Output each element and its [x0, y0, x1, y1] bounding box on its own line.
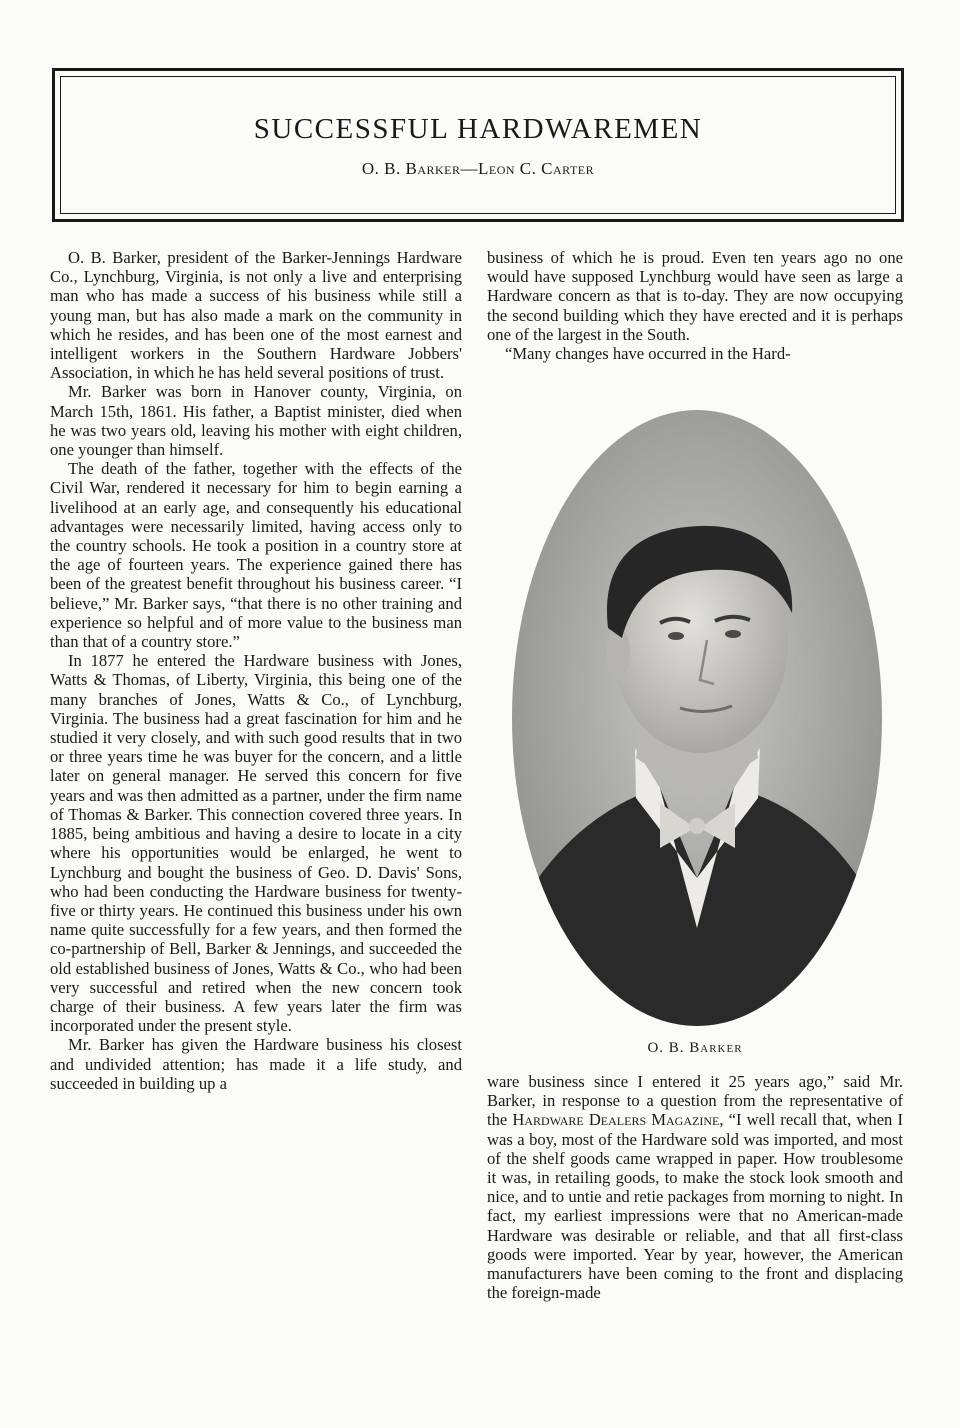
- magazine-name: Hardware Dealers Magazine: [512, 1110, 720, 1130]
- text-run: ware business since I entered it 25 years ago,” said Mr. Barker, in response to a question from the representative of the: [487, 1072, 903, 1130]
- paragraph: business of which he is proud. Even ten years ago no one would have supposed Lynchburg would have seen as large a Hardware concern as that is to-day. They are now occupying the second building which they have erected and it is perhaps one of the largest in the South.: [487, 248, 903, 344]
- right-column-top: [487, 248, 903, 363]
- right-column-bottom: [487, 1072, 903, 1302]
- paragraph: O. B. Barker, president of the Barker-Jennings Hardware Co., Lynchburg, Virginia, is not only a live and enterprising man who has made a success of his business while still a young man, but has also made a mark on the community in which he resides, and has been one of the most earnest and intelligent workers in the Southern Hardware Jobbers' Association, in which he has held several positions of trust.: [50, 248, 462, 383]
- portrait-photo: [510, 408, 884, 1028]
- paragraph: “Many changes have occurred in the Hard-: [505, 344, 791, 364]
- header-inner-frame: [60, 76, 896, 214]
- paragraph: [487, 1072, 903, 1302]
- paragraph: The death of the father, together with the effects of the Civil War, rendered it necessary for him to begin earning a livelihood at an early age, and consequently his educational advantages were necessarily limited, having access only to the country schools. He took a position in a country store at the age of fourteen years. The experience gained there has been of the greatest benefit throughout his business career. “I believe,” Mr. Barker says, “that there is no other training and experience so helpful and of more value to the business man than that of a country store.”: [50, 459, 462, 652]
- article-title: SUCCESSFUL HARDWAREMEN: [253, 113, 703, 145]
- text-run: , “I well recall that, when I was a boy, most of the Hardware sold was imported, and most of the shelf goods came wrapped in paper. How troublesome it was, in retailing goods, to make the stock look smooth and nice, and to untie and retie packages from morning to night. In fact, my earliest impressions were that no American-made Hardware was desirable or reliable, and that all first-class goods were imported. Year by year, however, the American manufacturers have been coming to the front and displacing the foreign-made: [487, 1110, 903, 1303]
- left-column: [50, 248, 462, 1093]
- portrait-caption: O. B. Barker: [647, 1040, 743, 1056]
- header-frame: [52, 68, 904, 222]
- article-subtitle: O. B. Barker—Leon C. Carter: [361, 159, 595, 178]
- paragraph: In 1877 he entered the Hardware business with Jones, Watts & Thomas, of Liberty, Virginia, this being one of the many branches of Jones, Watts & Co., of Lynchburg, Virginia. The business had a great fascination for him and he studied it very closely, and with such good results that in two or three years time he was buyer for the concern, and a little later on general manager. He served this concern for five years and was then admitted as a partner, under the firm name of Thomas & Barker. This connection covered three years. In 1885, being ambitious and having a desire to locate in a city where his opportunities would be enlarged, he went to Lynchburg and bought the business of Geo. D. Davis' Sons, who had been conducting the Hardware business for twenty-five or thirty years. He continued this business under his own name quite successfully for a few years, and then formed the co-partnership of Bell, Barker & Jennings, and succeeded the old established business of Jones, Watts & Co., who had been very successful and retired when the new concern took charge of their business. A few years later the firm was incorporated under the present style.: [50, 651, 462, 1036]
- paragraph: Mr. Barker has given the Hardware business his closest and undivided attention; has made it a life study, and succeeded in building up a: [50, 1035, 462, 1093]
- paragraph: Mr. Barker was born in Hanover county, Virginia, on March 15th, 1861. His father, a Baptist minister, died when he was two years old, leaving his mother with eight children, one younger than himself.: [50, 382, 462, 460]
